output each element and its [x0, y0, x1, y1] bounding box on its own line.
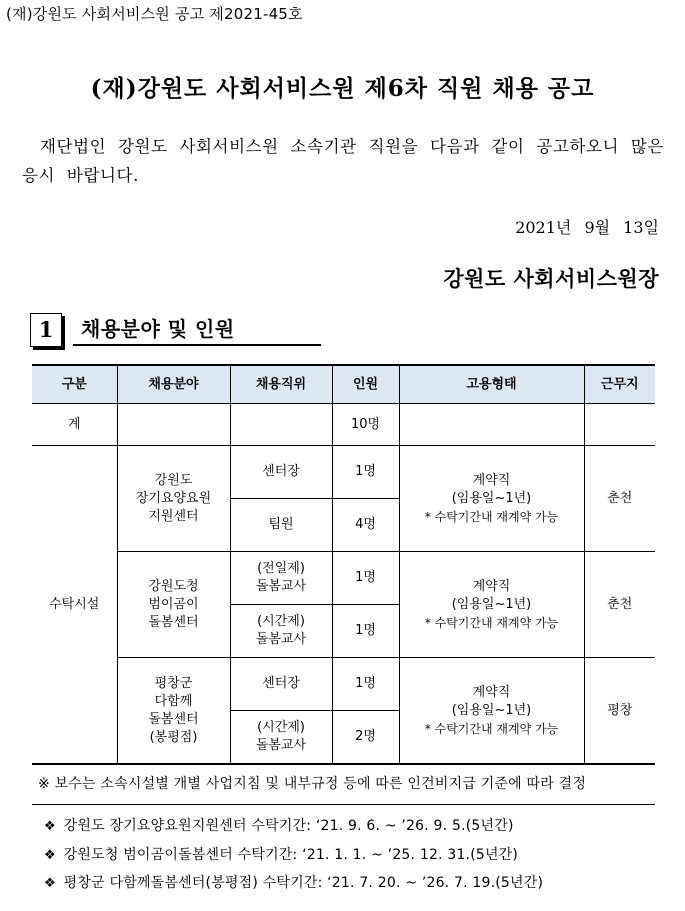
employment-cell: 계약직 (임용일~1년) * 수탁기간내 재계약 가능 — [399, 552, 584, 658]
count-cell: 2명 — [332, 711, 399, 765]
header-count: 인원 — [332, 365, 399, 404]
table-row — [32, 446, 655, 499]
position-cell: 센터장 — [230, 658, 332, 711]
diamond-bullet-icon: ❖ — [44, 819, 56, 834]
employment-cell: 계약직 (임용일~1년) * 수탁기간내 재계약 가능 — [399, 658, 584, 765]
count-cell: 1명 — [332, 552, 399, 605]
header-position: 채용직위 — [230, 365, 332, 404]
list-item: ❖ 강원도 장기요양요원지원센터 수탁기간: ‘21. 9. 6. ~ ’26. 9. 5.(5년간) — [44, 816, 543, 845]
total-count: 10명 — [332, 404, 399, 446]
table-row — [32, 552, 655, 605]
list-item: ❖ 평창군 다함께돌봄센터(봉평점) 수탁기간: ‘21. 7. 20. ~ ’26. 7. 19.(5년간) — [44, 873, 543, 902]
location-cell: 춘천 — [584, 446, 655, 552]
count-cell: 1명 — [332, 658, 399, 711]
notice-number: (재)강원도 사회서비스원 공고 제2021-45호 — [6, 5, 303, 23]
section-title: 채용분야 및 인원 — [73, 313, 321, 346]
divider — [32, 804, 655, 805]
table-row — [32, 658, 655, 711]
position-cell: (전일제) 돌봄교사 — [230, 552, 332, 605]
position-cell: (시간제) 돌봄교사 — [230, 711, 332, 765]
facility-name: 평창군 다함께 돌봄센터 (봉평점) — [117, 658, 230, 765]
location-cell: 춘천 — [584, 552, 655, 658]
recruitment-table — [32, 364, 655, 765]
list-item: ❖ 강원도청 범이곰이돌봄센터 수탁기간: ‘21. 1. 1. ~ ’25. 12. 31.(5년간) — [44, 845, 543, 874]
position-cell: 센터장 — [230, 446, 332, 499]
total-label: 계 — [32, 404, 117, 446]
intro-text: 재단법인 강원도 사회서비스원 소속기관 직원을 다음과 같이 공고하오니 많은 응시 바랍니다. — [22, 137, 665, 185]
total-row — [32, 404, 655, 446]
document-title: (재)강원도 사회서비스원 제6차 직원 채용 공고 — [90, 75, 595, 102]
section-number: 1 — [30, 313, 62, 347]
header-category: 구분 — [32, 365, 117, 404]
facility-name: 강원도 장기요양요원 지원센터 — [117, 446, 230, 552]
header-location: 근무지 — [584, 365, 655, 404]
group-label: 수탁시설 — [32, 446, 117, 765]
count-cell: 1명 — [332, 446, 399, 499]
facility-name: 강원도청 범이곰이 돌봄센터 — [117, 552, 230, 658]
header-field: 채용분야 — [117, 365, 230, 404]
location-cell: 평창 — [584, 658, 655, 765]
notice-date: 2021년 9월 13일 — [515, 218, 659, 237]
table-header-row — [32, 365, 655, 404]
count-cell: 1명 — [332, 605, 399, 658]
count-cell: 4명 — [332, 499, 399, 552]
contract-period-list — [44, 816, 543, 902]
employment-cell: 계약직 (임용일~1년) * 수탁기간내 재계약 가능 — [399, 446, 584, 552]
diamond-bullet-icon: ❖ — [44, 847, 56, 863]
signer: 강원도 사회서비스원장 — [443, 267, 659, 291]
position-cell: (시간제) 돌봄교사 — [230, 605, 332, 658]
header-employment: 고용형태 — [399, 365, 584, 404]
salary-note: ※ 보수는 소속시설별 개별 사업지침 및 내부규정 등에 따른 인건비지급 기준에 따라 결정 — [38, 776, 587, 792]
diamond-bullet-icon: ❖ — [44, 876, 56, 891]
position-cell: 팀원 — [230, 499, 332, 552]
